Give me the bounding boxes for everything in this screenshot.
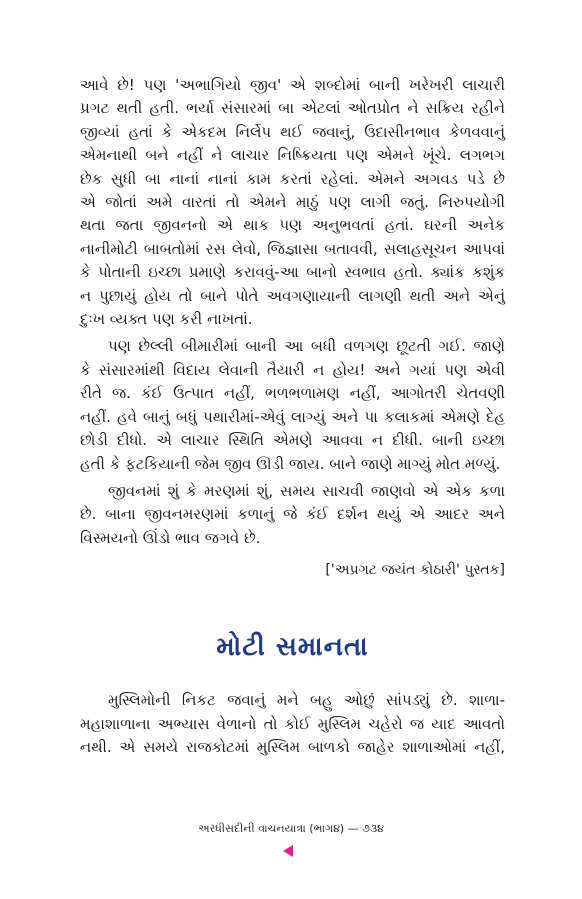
article1-paragraph-3 — [80, 480, 505, 550]
source-citation: ['અપ્રગટ જયંત કોઠારી' પુસ્તક] — [325, 562, 505, 579]
text-line: મુસ્લિમોની નિકટ જવાનું મને બહુ ઓછું સાંપડ્યું છે. શાળા- — [108, 691, 505, 710]
text-line: જીવ્યાં હતાં કે એકદમ નિર્લેપ થઈ જવાનું, ઉદાસીનભાવ કેળવવાનું — [80, 122, 505, 141]
article1-paragraph-2 — [80, 335, 505, 475]
article1-paragraph-1 — [80, 74, 505, 331]
text-line: નાનીમોટી બાબતોમાં રસ લેવો, જિજ્ઞાસા બતાવવી, સલાહસૂચન આપવાં — [80, 239, 505, 258]
text-line: કે સંસારમાંથી વિદાય લેવાની તૈયારી ન હોય! અને ગયાં પણ એવી — [80, 360, 505, 379]
text-line: નથી. એ સમયે રાજકોટમાં મુસ્લિમ બાળકો જાહેર શાળાઓમાં નહીં, — [80, 737, 505, 756]
article-title: મોટી સમાનતા — [216, 632, 369, 663]
text-line: પ્રગટ થતી હતી. ભર્યા સંસારમાં બા એટલાં ઓતપ્રોત ને સક્રિય રહીને — [80, 99, 505, 118]
text-line: છોડી દીધો. એ લાચાર સ્થિતિ એમણે આવવા ન દીધી. બાની ઇચ્છા — [80, 431, 505, 450]
text-line: કે પોતાની ઇચ્છા પ્રમાણે કરાવવું-આ બાનો સ્વભાવ હતો. ક્યાંક કશુંક — [80, 263, 505, 282]
text-line: નહીં. હવે બાનું બધું પથારીમાં-એવું લાગ્યું અને પા કલાકમાં એમણે દેહ — [80, 407, 505, 426]
text-line: થતા જતા જીવનનો એ થાક પણ અનુભવતાં હતાં. ઘરની અનેક — [80, 216, 505, 235]
text-line: આવે છે! પણ 'અભાગિયો જીવ' એ શબ્દોમાં બાની ખરેખરી લાચારી — [80, 76, 505, 94]
text-line: હતી કે ફટકિયાની જેમ જીવ ઊડી જાય. બાને જાણે માગ્યું મોત મળ્યું. — [80, 454, 501, 473]
left-triangle-arrow-icon[interactable] — [283, 845, 293, 857]
text-line: ન પુછાયું હોય તો બાને પોતે અવગણાયાની લાગણી થતી અને એનું — [80, 286, 505, 305]
text-line: છે. બાના જીવનમરણમાં કળાનું જે કંઈ દર્શન થયું એ આદર અને — [80, 505, 505, 524]
text-line: પણ છેલ્લી બીમારીમાં બાની આ બધી વળગણ છૂટતી ગઈ. જાણે — [108, 337, 505, 356]
text-line: એમનાથી બને નહીં ને લાચાર નિષ્ક્રિયતા પણ એમને ખૂંચે. લગભગ — [80, 146, 505, 165]
text-line: એ જોતાં અમે વારતાં તો એમને માઠું પણ લાગી જતું. નિરુપયોગી — [80, 193, 505, 212]
text-line: છેક સુધી બા નાનાં નાનાં કામ કરતાં રહેલાં. એમને અગવડ પડે છે — [80, 169, 505, 188]
text-line: જીવનમાં શું કે મરણમાં શું, સમય સાચવી જાણવો એ એક કળા — [108, 481, 505, 500]
page-footer: અરધીસદીની વાચનયાત્રા (ભાગ૪) — ૭૩૪ — [198, 822, 384, 835]
text-line: વિસ્મયનો ઊંડો ભાવ જગવે છે. — [80, 528, 261, 547]
text-line: મહાશાળાના અભ્યાસ વેળાનો તો કોઈ મુસ્લિમ ચહેરો જ યાદ આવતો — [80, 714, 505, 733]
text-line: દુઃખ વ્યક્ત પણ કરી નાખતાં. — [80, 310, 253, 329]
article2-paragraph-1 — [80, 689, 505, 759]
page-body — [80, 74, 505, 759]
text-line: રીતે જ. કંઈ ઉત્પાત નહીં, ભળભળામણ નહીં, આગોતરી ચેતવણી — [80, 384, 505, 403]
